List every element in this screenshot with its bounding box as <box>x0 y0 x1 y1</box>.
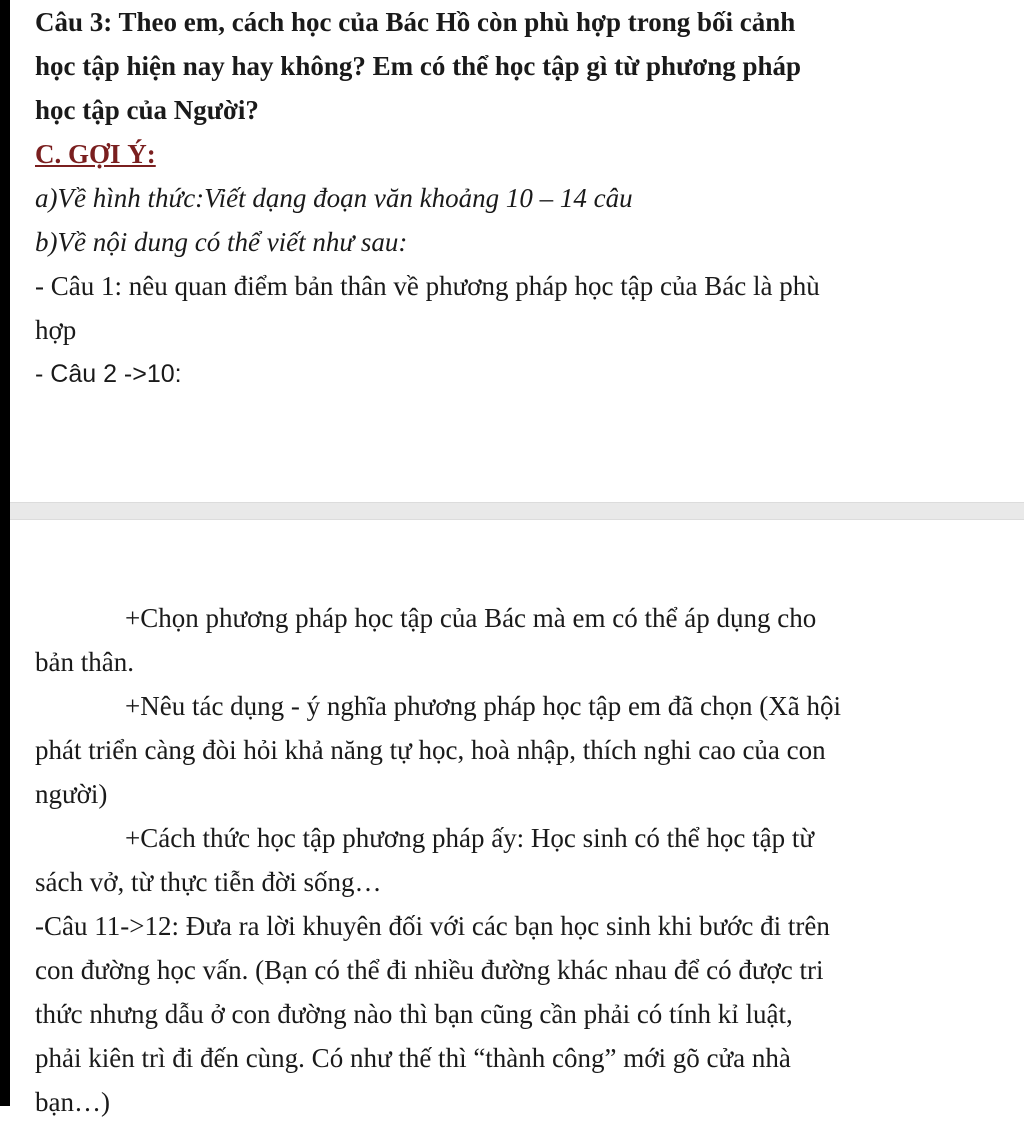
effect-line-1: +Nêu tác dụng - ý nghĩa phương pháp học tập em đã chọn (Xã hội <box>125 691 841 721</box>
content-intro: b)Về nội dung có thể viết như sau: <box>35 227 408 257</box>
question-line-2: học tập hiện nay hay không? Em có thể học tập gì từ phương pháp <box>35 51 802 81</box>
bottom-document-section <box>35 596 984 1124</box>
question-line-3: học tập của Người? <box>35 95 259 125</box>
question-line-1: Câu 3: Theo em, cách học của Bác Hồ còn phù hợp trong bối cảnh <box>35 7 796 37</box>
hint-heading: C. GỢI Ý: <box>35 139 156 169</box>
advice-line-2: con đường học vấn. (Bạn có thể đi nhiều đường khác nhau để có được tri <box>35 955 824 985</box>
advice-line-5: bạn…) <box>35 1087 110 1117</box>
effect-line-3: người) <box>35 779 108 809</box>
advice-line-1: -Câu 11->12: Đưa ra lời khuyên đối với các bạn học sinh khi bước đi trên <box>35 911 830 941</box>
advice-line-3: thức nhưng dẫu ở con đường nào thì bạn cũng cần phải có tính kỉ luật, <box>35 999 793 1029</box>
method-line-2: sách vở, từ thực tiễn đời sống… <box>35 867 382 897</box>
choose-line-2: bản thân. <box>35 647 134 677</box>
left-border-bar <box>0 0 10 1106</box>
sentence1-line-2: hợp <box>35 315 77 345</box>
effect-line-2: phát triển càng đòi hỏi khả năng tự học, hoà nhập, thích nghi cao của con <box>35 735 826 765</box>
page-separator <box>10 502 1024 520</box>
form-requirement: a)Về hình thức:Viết dạng đoạn văn khoảng 10 – 14 câu <box>35 183 633 213</box>
advice-line-4: phải kiên trì đi đến cùng. Có như thế thì “thành công” mới gõ cửa nhà <box>35 1043 791 1073</box>
top-document-section <box>35 0 984 396</box>
method-line-1: +Cách thức học tập phương pháp ấy: Học sinh có thể học tập từ <box>125 823 814 853</box>
choose-line-1: +Chọn phương pháp học tập của Bác mà em có thể áp dụng cho <box>125 603 817 633</box>
sentence1-line-1: - Câu 1: nêu quan điểm bản thân về phương pháp học tập của Bác là phù <box>35 271 820 301</box>
sentence2-label: - Câu 2 ->10: <box>35 360 182 388</box>
